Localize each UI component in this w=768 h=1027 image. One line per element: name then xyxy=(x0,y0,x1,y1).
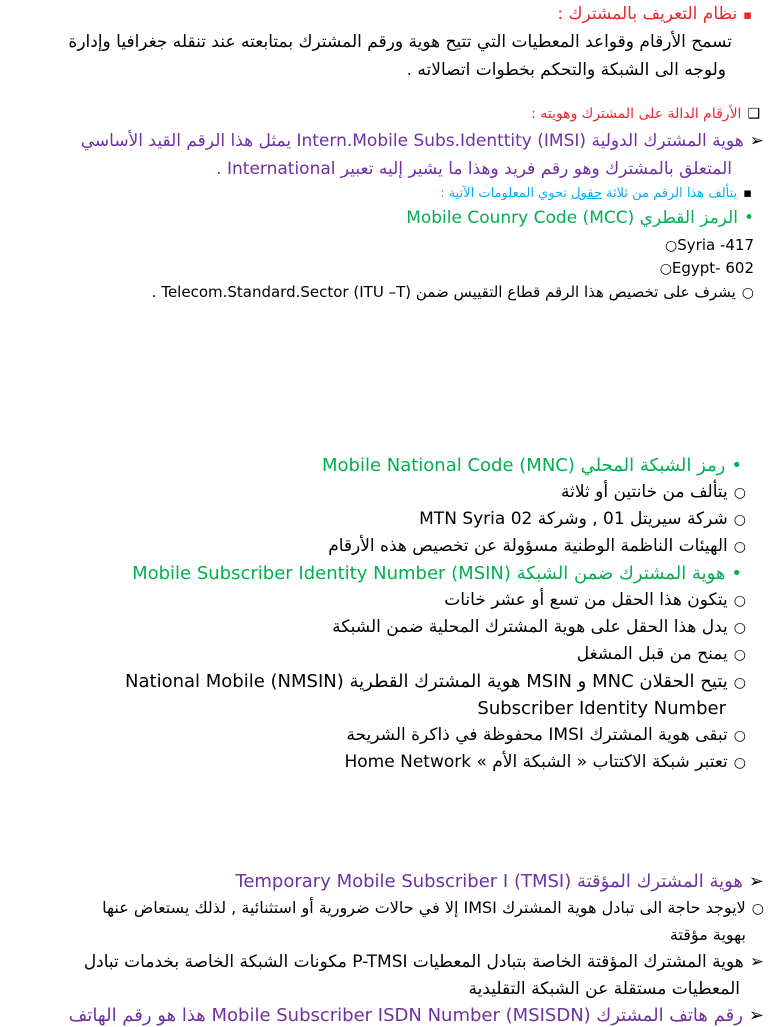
dot-bullet-icon: • xyxy=(731,563,742,584)
mnc-text-3: الهيئات الناظمة الوطنية مسؤولة عن تخصيص هذه الأرقام xyxy=(328,536,728,556)
egypt-code: Egypt- 602 xyxy=(671,259,754,277)
ring-bullet-icon: ○ xyxy=(751,901,764,917)
tmsi-item-1 xyxy=(0,898,768,918)
itu-line xyxy=(0,283,768,302)
fields-text-a: يتألف هذا الرقم من ثلاثة xyxy=(601,186,738,201)
ring-bullet-icon: ○ xyxy=(733,593,746,609)
msisdn-text: رقم هاتف المشترك (MSISDN) Mobile Subscriber ISDN Number هذا هو رقم الهاتف xyxy=(68,1005,743,1026)
ring-bullet-icon: ○ xyxy=(733,755,746,771)
fields-text-underlined: حقول xyxy=(571,186,602,201)
msin-item-5 xyxy=(0,725,768,745)
syria-code: Syria -417 xyxy=(677,236,754,254)
mcc-title: الرمز القطري (MCC) Mobile Counry Code xyxy=(406,208,738,228)
ring-bullet-icon: ○ xyxy=(665,238,678,254)
msin-item-4-cont: Subscriber Identity Number xyxy=(477,698,726,719)
dot-bullet-icon: • xyxy=(743,208,754,228)
msin-item-4 xyxy=(0,671,768,693)
msisdn-line xyxy=(0,1005,768,1027)
msin-item-6 xyxy=(0,752,768,772)
ptmsi-text-a: هوية المشترك المؤقتة الخاصة بتبادل المعطيات P-TMSI مكونات الشبكة الخاصة بخدمات تبادل xyxy=(83,952,744,972)
mcc-title-line xyxy=(0,208,768,228)
imsi-line2: المتعلق بالمشترك وهو رقم فريد وهذا ما يشير إليه تعبير International . xyxy=(216,159,732,179)
ptmsi-line xyxy=(0,952,768,972)
msin-title-line xyxy=(0,563,768,585)
arrow-bullet-icon: ➢ xyxy=(749,131,764,151)
ring-bullet-icon: ○ xyxy=(733,620,746,636)
mnc-title-line xyxy=(0,455,768,477)
msin-item-3 xyxy=(0,644,768,664)
msin-item-2 xyxy=(0,617,768,637)
msin-text-2: يدل هذا الحقل على هوية المشترك المحلية ضمن الشبكة xyxy=(332,617,728,637)
syria-line xyxy=(0,236,768,255)
ring-bullet-icon: ○ xyxy=(733,485,746,501)
checkbox-icon: ❑ xyxy=(747,106,760,122)
arrow-bullet-icon: ➢ xyxy=(748,1005,764,1026)
ring-bullet-icon: ○ xyxy=(733,728,746,744)
msin-text-6: تعتبر شبكة الاكتتاب « الشبكة الأم » Home Network xyxy=(344,752,728,772)
mnc-item-1 xyxy=(0,482,768,502)
arrow-bullet-icon: ➢ xyxy=(749,952,764,972)
msin-text-1: يتكون هذا الحقل من تسع أو عشر خانات xyxy=(444,590,728,610)
itu-text: يشرف على تخصيص هذا الرقم قطاع التقييس ضمن (ITU –T) Telecom.Standard.Sector . xyxy=(151,283,736,301)
mnc-item-2 xyxy=(0,509,768,529)
mnc-text-1: يتألف من خانتين أو ثلاثة xyxy=(561,482,728,502)
msin-item-1 xyxy=(0,590,768,610)
ring-bullet-icon: ○ xyxy=(733,675,746,691)
msin-text-4a: يتيح الحقلان MNC و MSIN هوية المشترك القطرية (NMSIN) National Mobile xyxy=(125,671,728,692)
tmsi-title-line xyxy=(0,871,768,893)
imsi-line1 xyxy=(0,131,768,151)
egypt-line xyxy=(0,259,768,278)
msin-title: هوية المشترك ضمن الشبكة (MSIN) Mobile Subscriber Identity Number xyxy=(132,563,726,584)
fields-line xyxy=(0,186,768,202)
sec2-heading-line xyxy=(0,106,768,123)
sec1-line2: ولوجه الى الشبكة والتحكم بخطوات اتصالاته . xyxy=(406,60,726,80)
ring-bullet-icon: ○ xyxy=(741,285,754,301)
tmsi-item-1-cont: بهوية مؤقتة xyxy=(669,925,746,944)
square-bullet-icon: ▪ xyxy=(743,186,752,201)
ring-bullet-icon: ○ xyxy=(733,512,746,528)
ring-bullet-icon: ○ xyxy=(733,647,746,663)
sec1-title: نظام التعريف بالمشترك : xyxy=(557,4,738,24)
mnc-item-3 xyxy=(0,536,768,556)
sec1-line1: تسمح الأرقام وقواعد المعطيات التي تتيح هوية ورقم المشترك بمتابعته عند تنقله جغرافيا وإدارة xyxy=(68,32,732,52)
fields-text-b: تحوي المعلومات الآتية : xyxy=(440,186,572,201)
tmsi-text-1a: لايوجد حاجة الى تبادل هوية المشترك IMSI إلا في حالات ضرورية أو استثنائية , لذلك يستعاض عنها xyxy=(102,898,746,917)
sec1-title-line xyxy=(0,4,768,24)
square-bullet-icon: ▪ xyxy=(743,8,752,23)
mnc-title: رمز الشبكة المحلي (MNC) Mobile National Code xyxy=(321,455,726,476)
msin-text-3: يمنح من قبل المشغل xyxy=(576,644,728,664)
sec2-heading: الأرقام الدالة على المشترك وهويته : xyxy=(531,106,742,122)
imsi-text1: هوية المشترك الدولية (IMSI) Intern.Mobile Subs.Identtity يمثل هذا الرقم القيد الأساسي xyxy=(80,131,744,151)
msin-text-5: تبقى هوية المشترك IMSI محفوظة في ذاكرة الشريحة xyxy=(346,725,728,745)
tmsi-title: هوية المشترك المؤقتة (TMSI) Temporary Mobile Subscriber I xyxy=(235,871,743,892)
ring-bullet-icon: ○ xyxy=(659,261,672,277)
ring-bullet-icon: ○ xyxy=(733,539,746,555)
dot-bullet-icon: • xyxy=(731,455,742,476)
mnc-text-2: شركة سيريتل 01 , وشركة MTN Syria 02 xyxy=(419,509,728,529)
ptmsi-line-cont: المعطيات مستقلة عن الشبكة التقليدية xyxy=(468,979,740,999)
arrow-bullet-icon: ➢ xyxy=(748,871,764,892)
